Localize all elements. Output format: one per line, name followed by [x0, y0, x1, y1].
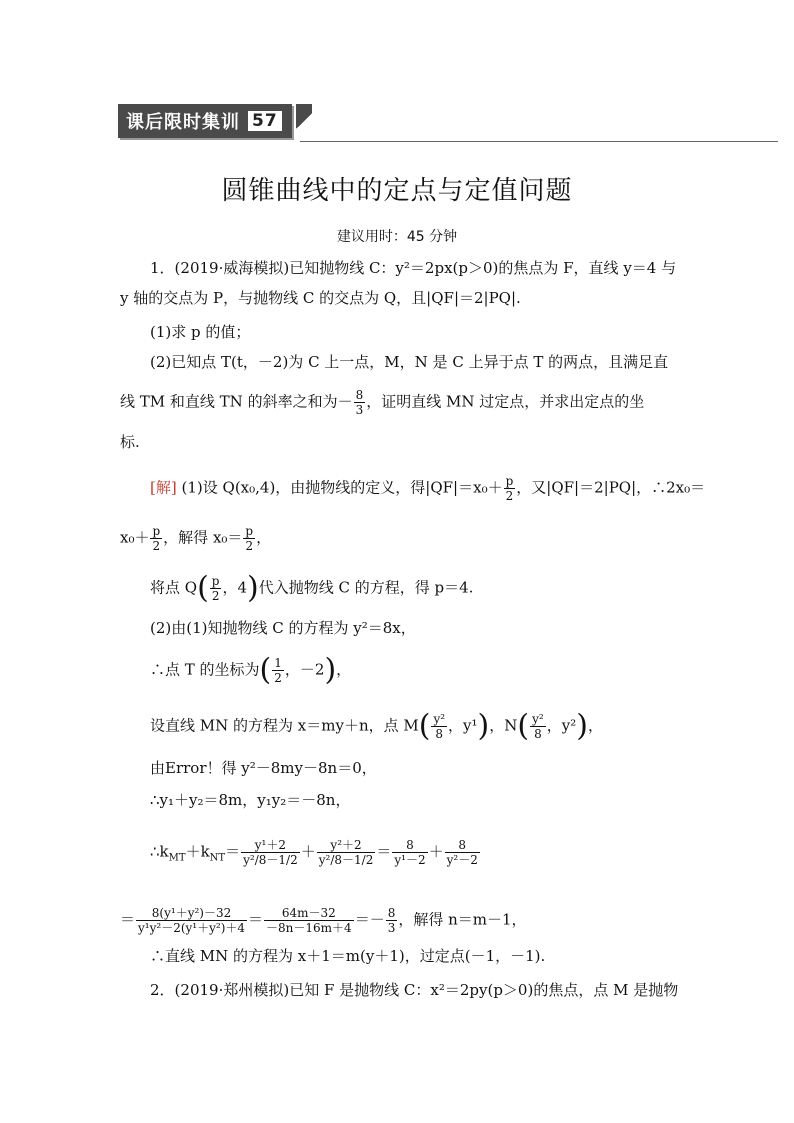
denominator: 2	[211, 589, 220, 603]
q1-line-1: 1．(2019·威海模拟)已知抛物线 C：y²＝2px(p＞0)的焦点为 F，直线 y＝4 与	[150, 259, 677, 277]
sol-3-b: ，4	[222, 578, 248, 597]
sol-line-4: (2)由(1)知抛物线 C 的方程为 y²＝8x，	[150, 619, 416, 637]
right-paren: )	[576, 708, 588, 744]
sol-3-a: 将点 Q	[150, 578, 198, 597]
right-paren: )	[247, 570, 259, 606]
numerator: p	[152, 524, 161, 538]
sol-line-6	[150, 708, 603, 744]
q2-line-1: 2．(2019·郑州模拟)已知 F 是抛物线 C：x²＝2py(p＞0)的焦点，点 M 是抛物	[150, 981, 679, 999]
q1-line-6: 标.	[120, 433, 140, 451]
numerator: 8	[355, 388, 364, 402]
left-paren: (	[517, 708, 530, 744]
fraction	[431, 712, 447, 741]
right-paren: )	[477, 708, 490, 744]
sol-6-d: ，y²	[546, 716, 577, 735]
sol-line-10: ＝ $\frac{\text{8(y¹＋y²)－32}}{\text{y¹y²－2(y¹＋y²)＋4}}$ ＝ $\frac{64m-32}{-8n-16m+4}$ ＝－ $\frac{8}{3}$ ，解得 n＝m－1，	[120, 906, 527, 935]
numerator: 64m－32	[264, 906, 354, 921]
header-rule	[300, 141, 778, 142]
numerator: 8	[387, 906, 396, 920]
fraction	[272, 656, 284, 685]
page-subtitle: 建议用时：45 分钟	[336, 229, 458, 245]
fraction	[445, 838, 480, 867]
sol-6-e: ，	[587, 716, 603, 735]
sol-2-b: ，解得 x₀＝	[163, 528, 243, 547]
denominator: 3	[355, 403, 364, 417]
denominator: y¹－2	[394, 853, 426, 867]
sol-9-d1b: 8	[258, 853, 267, 867]
banner-label	[118, 104, 292, 138]
denominator: y²－2	[446, 853, 478, 867]
sol-line-9: $\therefore k_{MT}+k_{NT}=$ $\frac{\text{y¹＋2}}{\text{y²/8－1/2}}$ ＋ $\frac{\text{y²＋2}}{\text{y²/8－1/2}}$ ＝ $\frac{8}{\text{y¹－2}}$ ＋ $\frac{8}{\text{y²－2}}$	[150, 838, 478, 867]
q1-line-5	[120, 388, 644, 417]
numerator: y²＋2	[317, 838, 376, 853]
fraction	[504, 474, 516, 503]
sol-6-c: ，N	[489, 716, 518, 735]
denominator: y¹y²－2(y¹＋y²)＋4	[138, 921, 246, 935]
section-banner	[118, 104, 312, 138]
banner-label-text: 课后限时集训	[126, 112, 240, 133]
denominator: 3	[387, 921, 396, 935]
fraction	[392, 838, 427, 867]
denominator: 8	[534, 727, 542, 741]
numerator: p	[505, 474, 514, 488]
q1-line-5-a: 线 TM 和直线 TN 的斜率之和为－	[120, 392, 353, 411]
sol-1-a: (1)设 Q(x₀,4)，由抛物线的定义，得|QF|＝x₀＋	[181, 478, 503, 497]
sol-line-7: 由Error！得 y²－8my－8n＝0，	[150, 759, 377, 777]
numerator: y²	[532, 712, 544, 726]
sol-9-d2a: y²	[318, 853, 331, 867]
sol-line-11: ∴直线 MN 的方程为 x＋1＝m(y＋1)，过定点(－1，－1).	[150, 947, 546, 965]
solution-tag: [解]	[150, 478, 177, 497]
fraction	[317, 838, 376, 867]
sol-5-b: ，－2	[284, 660, 325, 679]
numerator: y¹＋2	[241, 838, 300, 853]
sol-line-5	[150, 652, 352, 688]
fraction	[241, 838, 300, 867]
q1-line-2: y 轴的交点为 P，与抛物线 C 的交点为 Q，且|QF|＝2|PQ|.	[120, 289, 521, 307]
sol-9-a: ∴k	[150, 842, 169, 861]
fraction	[354, 388, 366, 417]
sol-9-d1c: 1	[278, 853, 287, 867]
denominator: 2	[505, 489, 514, 503]
denominator: 2	[274, 671, 282, 685]
numerator: 1	[274, 656, 282, 670]
numerator: y²	[433, 712, 446, 726]
q1-line-5-b: ，证明直线 MN 过定点，并求出定点的坐	[366, 392, 645, 411]
fraction	[210, 574, 222, 603]
sol-line-8: ∴y₁＋y₂＝8m，y₁y₂＝－8n，	[150, 791, 351, 809]
numerator: p	[211, 574, 220, 588]
sol-9-b: ＋k	[185, 842, 210, 861]
sol-5-c: ，	[336, 660, 352, 679]
fraction	[136, 906, 247, 935]
right-paren: )	[324, 652, 337, 688]
fraction	[150, 524, 162, 553]
banner-number: 57	[246, 109, 284, 133]
sol-9-d2b: 8	[334, 853, 343, 867]
denominator: －8n－16m＋4	[266, 921, 352, 935]
left-paren: (	[259, 652, 272, 688]
sol-3-c: 代入抛物线 C 的方程，得 p＝4.	[258, 578, 474, 597]
sol-9-d1a: y²	[243, 853, 255, 867]
denominator: 2	[152, 539, 161, 553]
denominator: y²/8－1/2	[318, 853, 374, 867]
sol-9-d2d: 2	[365, 853, 374, 867]
numerator: 8	[445, 838, 480, 853]
sol-10-r: ＝－	[354, 910, 385, 929]
fraction	[264, 906, 354, 935]
sol-9-d1d: 2	[290, 853, 298, 867]
sol-1-b: ，又|QF|＝2|PQ|，∴2x₀＝	[516, 478, 706, 497]
q1-line-4: (2)已知点 T(t，－2)为 C 上一点，M，N 是 C 上异于点 T 的两点，且满足直	[150, 353, 669, 371]
page-title: 圆锥曲线中的定点与定值问题	[221, 176, 573, 206]
sol-line-2	[120, 524, 271, 553]
denominator: 8	[435, 727, 444, 741]
banner-tail	[296, 104, 312, 138]
left-paren: (	[418, 708, 431, 744]
fraction	[530, 712, 546, 741]
left-paren: (	[197, 570, 209, 606]
denominator: 2	[245, 539, 254, 553]
denominator: y²/8－1/2	[243, 853, 298, 867]
sol-5-a: ∴点 T 的坐标为	[150, 660, 260, 679]
sol-9-d2c: 1	[354, 853, 362, 867]
sol-6-b: ，y¹	[448, 716, 478, 735]
sol-10-t: ，解得 n＝m－1，	[398, 910, 527, 929]
sol-2-c: ，	[256, 528, 272, 547]
numerator: p	[245, 524, 254, 538]
q1-line-3: (1)求 p 的值；	[150, 323, 251, 341]
sol-line-3	[150, 570, 474, 606]
numerator: 8(y¹＋y²)－32	[136, 906, 247, 921]
sol-line-1	[150, 474, 705, 503]
fraction	[243, 524, 255, 553]
sol-2-a: x₀＋	[120, 528, 150, 547]
sol-6-a: 设直线 MN 的方程为 x＝my＋n，点 M	[150, 716, 419, 735]
numerator: 8	[392, 838, 427, 853]
fraction	[386, 906, 398, 935]
